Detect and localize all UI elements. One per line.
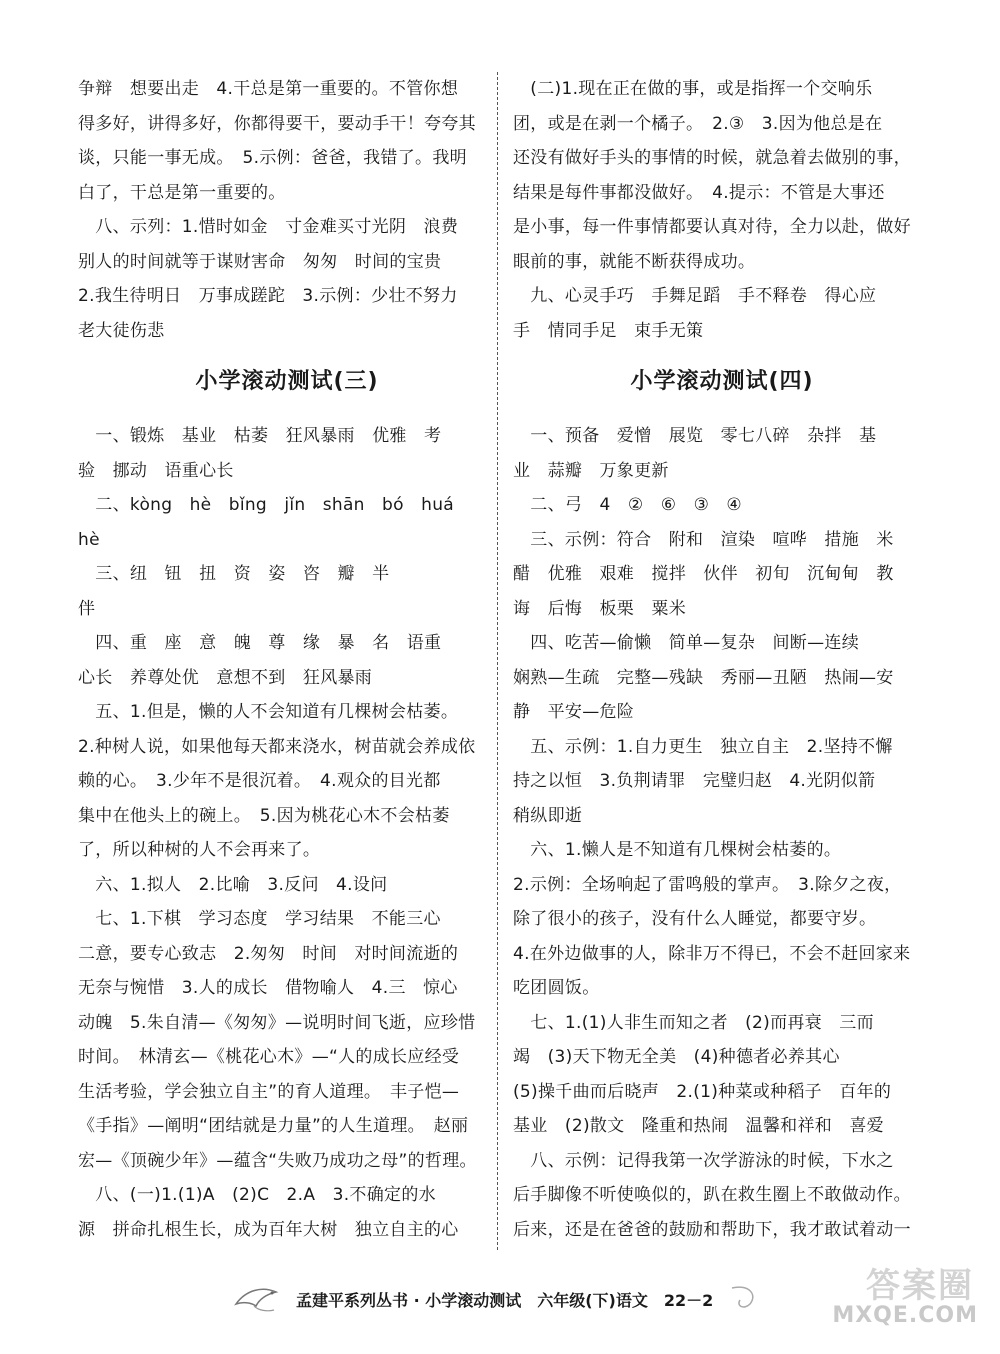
- text-line: 时间。 林清玄—《桃花心木》—“人的成长应经受: [78, 1047, 460, 1067]
- text-line: 一、预备 爱憎 展览 零七八碎 杂拌 基: [513, 426, 877, 446]
- text-line: 二意，要专心致志 2.匆匆 时间 对时间流逝的: [78, 943, 459, 964]
- text-line: 三、纽 钮 扭 资 姿 咨 瓣 半: [78, 564, 390, 584]
- text-line: 团，或是在剥一个橘子。 2.③ 3.因为他总是在: [513, 113, 883, 134]
- text-line: 二、弓 4 ② ⑥ ③ ④: [513, 495, 742, 515]
- text-line: 老大徒伤悲: [78, 320, 165, 341]
- text-line: 六、1.懒人是不知道有几棵树会枯萎的。: [513, 840, 842, 860]
- text-line: 吃团圆饭。: [513, 978, 600, 998]
- text-line: 九、心灵手巧 手舞足蹈 手不释卷 得心应: [513, 286, 877, 306]
- footer-text: 孟建平系列丛书 · 小学滚动测试 六年级(下)语文 22－2: [296, 1291, 714, 1310]
- text-line: 三、示例：符合 附和 渲染 喧哗 措施 米: [513, 529, 894, 550]
- text-line: hè: [78, 529, 100, 550]
- right-section-block: [513, 419, 931, 1247]
- text-line: 八、示例：记得我第一次学游泳的时候，下水之: [513, 1150, 894, 1171]
- left-top-block: [78, 72, 496, 348]
- text-line: 七、1.下棋 学习态度 学习结果 不能三心: [78, 909, 441, 929]
- text-line: 争辩 想要出走 4.干总是第一重要的。不管你想: [78, 79, 459, 99]
- text-line: 源 拼命扎根生长，成为百年大树 独立自主的心: [78, 1219, 459, 1240]
- text-line: 七、1.(1)人非生而知之者 (2)而再衰 三而: [513, 1012, 874, 1033]
- text-line: 生活考验，学会独立自主”的育人道理。 丰子恺—: [78, 1081, 460, 1102]
- text-line: 验 挪动 语重心长: [78, 460, 234, 481]
- text-line: 还没有做好手头的事情的时候，就急着去做别的事，: [513, 148, 911, 168]
- text-line: 四、吃苦—偷懒 简单—复杂 间断—连续: [513, 633, 859, 653]
- text-line: 4.在外边做事的人，除非万不得已，不会不赶回家来: [513, 943, 911, 964]
- text-line: 五、1.但是，懒的人不会知道有几棵树会枯萎。: [78, 702, 459, 722]
- watermark: [810, 1258, 980, 1328]
- swirl-decoration-icon: [726, 1282, 766, 1318]
- text-line: 眼前的事，就能不断获得成功。: [513, 251, 756, 272]
- text-line: 静 平安—危险: [513, 702, 635, 722]
- text-line: 白了，干总是第一重要的。: [78, 182, 286, 203]
- text-line: 稍纵即逝: [513, 805, 583, 826]
- text-line: 八、示列：1.惜时如金 寸金难买寸光阴 浪费: [78, 217, 459, 237]
- text-line: 手 情同手足 束手无策: [513, 320, 704, 341]
- text-line: 业 蒜瓣 万象更新: [513, 460, 669, 481]
- text-line: 诲 后悔 板栗 粟米: [513, 598, 686, 619]
- text-line: 四、重 座 意 魄 尊 缘 暴 名 语重: [78, 633, 442, 653]
- left-section-block: [78, 419, 496, 1247]
- watermark-url: MXQE.COM: [832, 1303, 978, 1328]
- text-line: 了，所以种树的人不会再来了。: [78, 840, 321, 860]
- text-line: 得多好，讲得多好，你都得要干，要动手干！夸夸其: [78, 113, 476, 134]
- section-title-4: 小学滚动测试(四): [630, 369, 814, 394]
- column-divider: [497, 72, 498, 1250]
- text-line: 无奈与惋惜 3.人的成长 借物喻人 4.三 惊心: [78, 978, 458, 998]
- watermark-badge: 答案圈: [866, 1266, 974, 1306]
- text-line: 2.示例：全场响起了雷鸣般的掌声。 3.除夕之夜，: [513, 874, 902, 895]
- right-top-block: [513, 72, 931, 348]
- text-line: 一、锻炼 基业 枯萎 狂风暴雨 优雅 考: [78, 426, 442, 446]
- text-line: 伴: [78, 598, 96, 619]
- text-line: 别人的时间就等于谋财害命 匆匆 时间的宝贵: [78, 251, 442, 272]
- text-line: (二)1.现在正在做的事，或是指挥一个交响乐: [513, 79, 873, 99]
- section-title-3: 小学滚动测试(三): [195, 369, 379, 394]
- text-line: 二、kòng hè bǐng jǐn shān bó huá: [78, 495, 455, 515]
- text-line: 基业 (2)散文 隆重和热闹 温馨和祥和 喜爱: [513, 1116, 884, 1136]
- text-line: 动魄 5.朱自清—《匆匆》—说明时间飞逝，应珍惜: [78, 1012, 476, 1033]
- left-column: [78, 72, 496, 1247]
- text-line: 结果是每件事都没做好。 4.提示：不管是大事还: [513, 182, 885, 203]
- text-line: (5)操千曲而后晓声 2.(1)种菜或种稻子 百年的: [513, 1081, 892, 1102]
- right-column: [513, 72, 931, 1247]
- text-line: 《手指》—阐明“团结就是力量”的人生道理。 赵丽: [78, 1116, 469, 1136]
- text-line: 五、示例：1.自力更生 独立自主 2.坚持不懈: [513, 736, 893, 757]
- text-line: 心长 养尊处优 意想不到 狂风暴雨: [78, 667, 373, 688]
- text-line: 除了很小的孩子，没有什么人睡觉，都要守岁。: [513, 909, 877, 929]
- bird-logo-icon: [232, 1280, 288, 1320]
- text-line: 后来，还是在爸爸的鼓励和帮助下，我才敢试着动一: [513, 1219, 911, 1240]
- text-line: 赖的心。 3.少年不是很沉着。 4.观众的目光都: [78, 771, 441, 791]
- text-line: 持之以恒 3.负荆请罪 完璧归赵 4.光阴似箭: [513, 771, 876, 791]
- text-line: 2.种树人说，如果他每天都来浇水，树苗就会养成依: [78, 736, 476, 757]
- text-line: 娴熟—生疏 完整—残缺 秀丽—丑陋 热闹—安: [513, 667, 894, 688]
- text-line: 谈，只能一事无成。 5.示例：爸爸，我错了。我明: [78, 148, 467, 168]
- text-line: 竭 (3)天下物无全美 (4)种德者必养其心: [513, 1047, 840, 1067]
- text-line: 2.我生待明日 万事成蹉跎 3.示例：少壮不努力: [78, 286, 458, 306]
- text-line: 后手脚像不听使唤似的，趴在救生圈上不敢做动作。: [513, 1185, 911, 1205]
- text-line: 醋 优雅 艰难 搅拌 伙伴 初旬 沉甸甸 教: [513, 564, 894, 584]
- text-line: 八、(一)1.(1)A (2)C 2.A 3.不确定的水: [78, 1185, 436, 1205]
- text-line: 宏—《顶碗少年》—蕴含“失败乃成功之母”的哲理。: [78, 1150, 477, 1171]
- text-line: 集中在他头上的碗上。 5.因为桃花心木不会枯萎: [78, 805, 450, 826]
- text-line: 是小事，每一件事情都要认真对待，全力以赴，做好: [513, 217, 911, 237]
- text-line: 六、1.拟人 2.比喻 3.反问 4.设问: [78, 874, 388, 895]
